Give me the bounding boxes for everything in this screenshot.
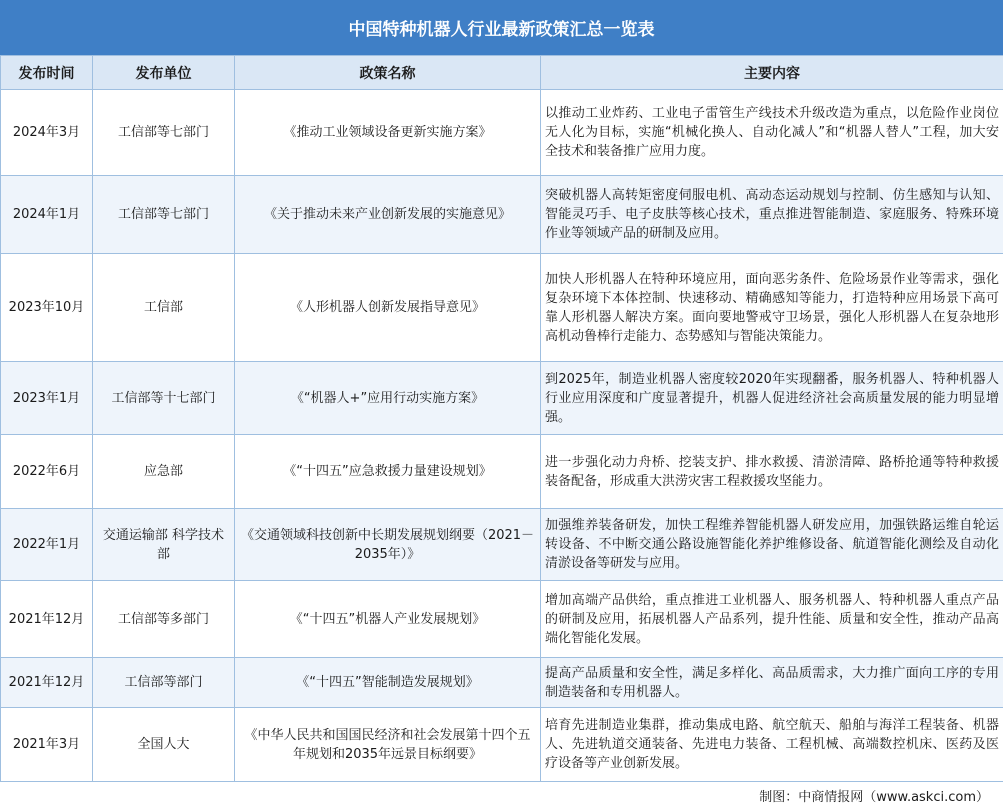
cell-content: 加快人形机器人在特种环境应用，面向恶劣条件、危险场景作业等需求，强化复杂环境下本体控制、快速移动、精确感知等能力，打造特种应用场景下高可靠人形机器人解决方案。面向要地警戒守卫场景，强化人形机器人在复杂地形高机动鲁棒行走能力、态势感知与智能决策能力。: [541, 254, 1003, 362]
cell-name: 《“十四五”机器人产业发展规划》: [235, 581, 541, 658]
cell-time: 2022年1月: [1, 509, 93, 581]
table-row: [1, 708, 1003, 782]
cell-content: 增加高端产品供给，重点推进工业机器人、服务机器人、特种机器人重点产品的研制及应用，拓展机器人产品系列，提升性能、质量和安全性，推动产品高端化智能化发展。: [541, 581, 1003, 658]
table-row: [1, 90, 1003, 176]
cell-content: 培育先进制造业集群，推动集成电路、航空航天、船舶与海洋工程装备、机器人、先进轨道交通装备、先进电力装备、工程机械、高端数控机床、医药及医疗设备等产业创新发展。: [541, 708, 1003, 782]
cell-time: 2022年6月: [1, 435, 93, 509]
cell-content: 到2025年，制造业机器人密度较2020年实现翻番，服务机器人、特种机器人行业应用深度和广度显著提升，机器人促进经济社会高质量发展的能力明显增强。: [541, 362, 1003, 435]
table-title: 中国特种机器人行业最新政策汇总一览表: [0, 0, 1003, 55]
cell-name: 《交通领域科技创新中长期发展规划纲要（2021－2035年）》: [235, 509, 541, 581]
cell-unit: 工信部: [93, 254, 235, 362]
table-row: [1, 581, 1003, 658]
cell-content: 以推动工业炸药、工业电子雷管生产线技术升级改造为重点，以危险作业岗位无人化为目标，实施“机械化换人、自动化减人”和“机器人替人”工程，加大安全技术和装备推广应用力度。: [541, 90, 1003, 176]
cell-time: 2021年3月: [1, 708, 93, 782]
cell-time: 2024年1月: [1, 176, 93, 254]
cell-unit: 工信部等七部门: [93, 176, 235, 254]
table-row: [1, 509, 1003, 581]
cell-name: 《“十四五”应急救援力量建设规划》: [235, 435, 541, 509]
cell-unit: 工信部等十七部门: [93, 362, 235, 435]
cell-content: 进一步强化动力舟桥、挖装支护、排水救援、清淤清障、路桥抢通等特种救援装备配备，形成重大洪涝灾害工程救援攻坚能力。: [541, 435, 1003, 509]
source-credit: 制图：中商情报网（www.askci.com）: [759, 790, 989, 805]
cell-unit: 工信部等多部门: [93, 581, 235, 658]
cell-content: 突破机器人高转矩密度伺服电机、高动态运动规划与控制、仿生感知与认知、智能灵巧手、电子皮肤等核心技术，重点推进智能制造、家庭服务、特殊环境作业等领域产品的研制及应用。: [541, 176, 1003, 254]
cell-content: 提高产品质量和安全性，满足多样化、高品质需求，大力推广面向工序的专用制造装备和专用机器人。: [541, 658, 1003, 708]
header-name: 政策名称: [235, 56, 541, 90]
header-content: 主要内容: [541, 56, 1003, 90]
header-row: [1, 56, 1003, 90]
cell-name: 《中华人民共和国国民经济和社会发展第十四个五年规划和2035年远景目标纲要》: [235, 708, 541, 782]
table-row: [1, 254, 1003, 362]
cell-time: 2021年12月: [1, 581, 93, 658]
table-row: [1, 435, 1003, 509]
cell-time: 2023年10月: [1, 254, 93, 362]
cell-content: 加强维养装备研发，加快工程维养智能机器人研发应用，加强铁路运维自轮运转设备、不中断交通公路设施智能化养护维修设备、航道智能化测绘及自动化清淤设备等研发与应用。: [541, 509, 1003, 581]
cell-time: 2024年3月: [1, 90, 93, 176]
header-unit: 发布单位: [93, 56, 235, 90]
cell-name: 《“十四五”智能制造发展规划》: [235, 658, 541, 708]
cell-unit: 工信部等七部门: [93, 90, 235, 176]
cell-name: 《关于推动未来产业创新发展的实施意见》: [235, 176, 541, 254]
cell-unit: 应急部: [93, 435, 235, 509]
policy-table: [0, 55, 1003, 782]
table-row: [1, 658, 1003, 708]
cell-unit: 工信部等部门: [93, 658, 235, 708]
cell-name: 《推动工业领域设备更新实施方案》: [235, 90, 541, 176]
cell-time: 2023年1月: [1, 362, 93, 435]
cell-unit: 全国人大: [93, 708, 235, 782]
cell-time: 2021年12月: [1, 658, 93, 708]
cell-unit: 交通运输部 科学技术部: [93, 509, 235, 581]
table-row: [1, 362, 1003, 435]
cell-name: 《人形机器人创新发展指导意见》: [235, 254, 541, 362]
cell-name: 《“机器人+”应用行动实施方案》: [235, 362, 541, 435]
table-row: [1, 176, 1003, 254]
header-time: 发布时间: [1, 56, 93, 90]
